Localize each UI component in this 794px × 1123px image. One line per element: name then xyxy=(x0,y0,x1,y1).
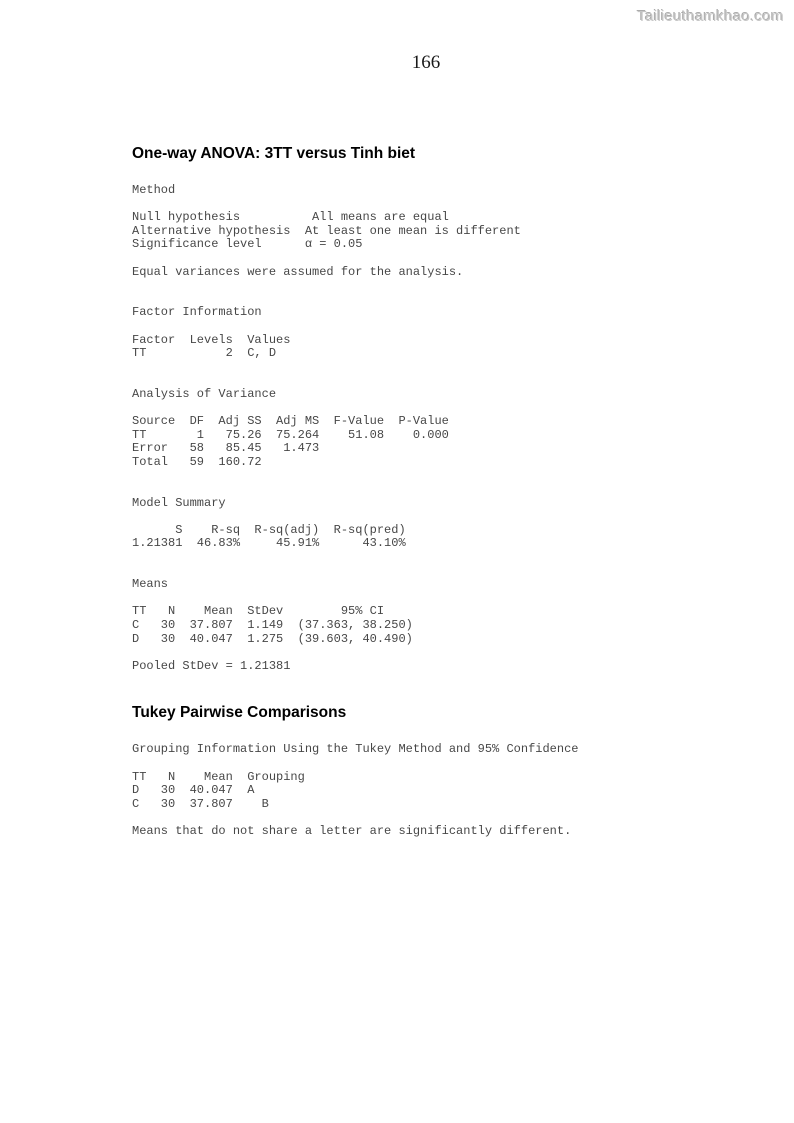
output-line: Factor Information xyxy=(132,305,262,320)
output-line xyxy=(132,320,720,334)
factor-information-block xyxy=(132,306,720,360)
output-line: Factor Levels Values xyxy=(132,332,291,347)
output-line: D 30 40.047 A xyxy=(132,783,255,798)
anova-section-heading: One-way ANOVA: 3TT versus Tinh biet xyxy=(132,145,416,162)
output-line xyxy=(132,592,720,606)
output-line: Equal variances were assumed for the analysis. xyxy=(132,264,464,279)
output-line: Significance level α = 0.05 xyxy=(132,237,363,252)
output-line xyxy=(132,402,720,416)
output-line xyxy=(132,757,720,771)
tukey-section-heading: Tukey Pairwise Comparisons xyxy=(132,704,347,722)
output-line: Model Summary xyxy=(132,495,226,510)
page-number: 166 xyxy=(411,52,441,73)
output-line xyxy=(132,646,720,660)
output-line: Method xyxy=(132,183,176,197)
report-body xyxy=(132,144,720,839)
output-line: TT N Mean Grouping xyxy=(132,769,305,784)
output-line: TT 1 75.26 75.264 51.08 0.000 xyxy=(132,427,449,442)
output-line: Means xyxy=(132,577,169,592)
output-line: C 30 37.807 1.149 (37.363, 38.250) xyxy=(132,618,413,632)
output-line: 1.21381 46.83% 45.91% 43.10% xyxy=(132,536,406,551)
method-block xyxy=(132,184,720,279)
output-line xyxy=(132,252,720,266)
output-line: Pooled StDev = 1.21381 xyxy=(132,658,291,673)
watermark-text: Tailieuthamkhao.com xyxy=(637,8,784,25)
output-line: D 30 40.047 1.275 (39.603, 40.490) xyxy=(132,631,413,646)
output-line: Alternative hypothesis At least one mean is different xyxy=(132,223,521,238)
output-line: Analysis of Variance xyxy=(132,386,277,401)
output-line: TT 2 C, D xyxy=(132,346,277,361)
analysis-of-variance-block xyxy=(132,388,720,470)
output-line: Total 59 160.72 xyxy=(132,454,262,469)
output-line: S R-sq R-sq(adj) R-sq(pred) xyxy=(132,522,406,537)
means-block xyxy=(132,578,720,673)
output-line: Error 58 85.45 1.473 xyxy=(132,441,320,456)
output-line: TT N Mean StDev 95% CI xyxy=(132,604,385,619)
output-line: C 30 37.807 B xyxy=(132,796,269,811)
output-line xyxy=(132,811,720,825)
output-line xyxy=(132,198,720,212)
output-line xyxy=(132,510,720,524)
model-summary-block xyxy=(132,497,720,551)
tukey-grouping-block xyxy=(132,743,720,838)
output-line: Null hypothesis All means are equal xyxy=(132,210,449,225)
output-line: Source DF Adj SS Adj MS F-Value P-Value xyxy=(132,414,449,429)
output-line: Grouping Information Using the Tukey Method and 95% Confidence xyxy=(132,742,579,757)
output-line: Means that do not share a letter are significantly different. xyxy=(132,823,572,838)
